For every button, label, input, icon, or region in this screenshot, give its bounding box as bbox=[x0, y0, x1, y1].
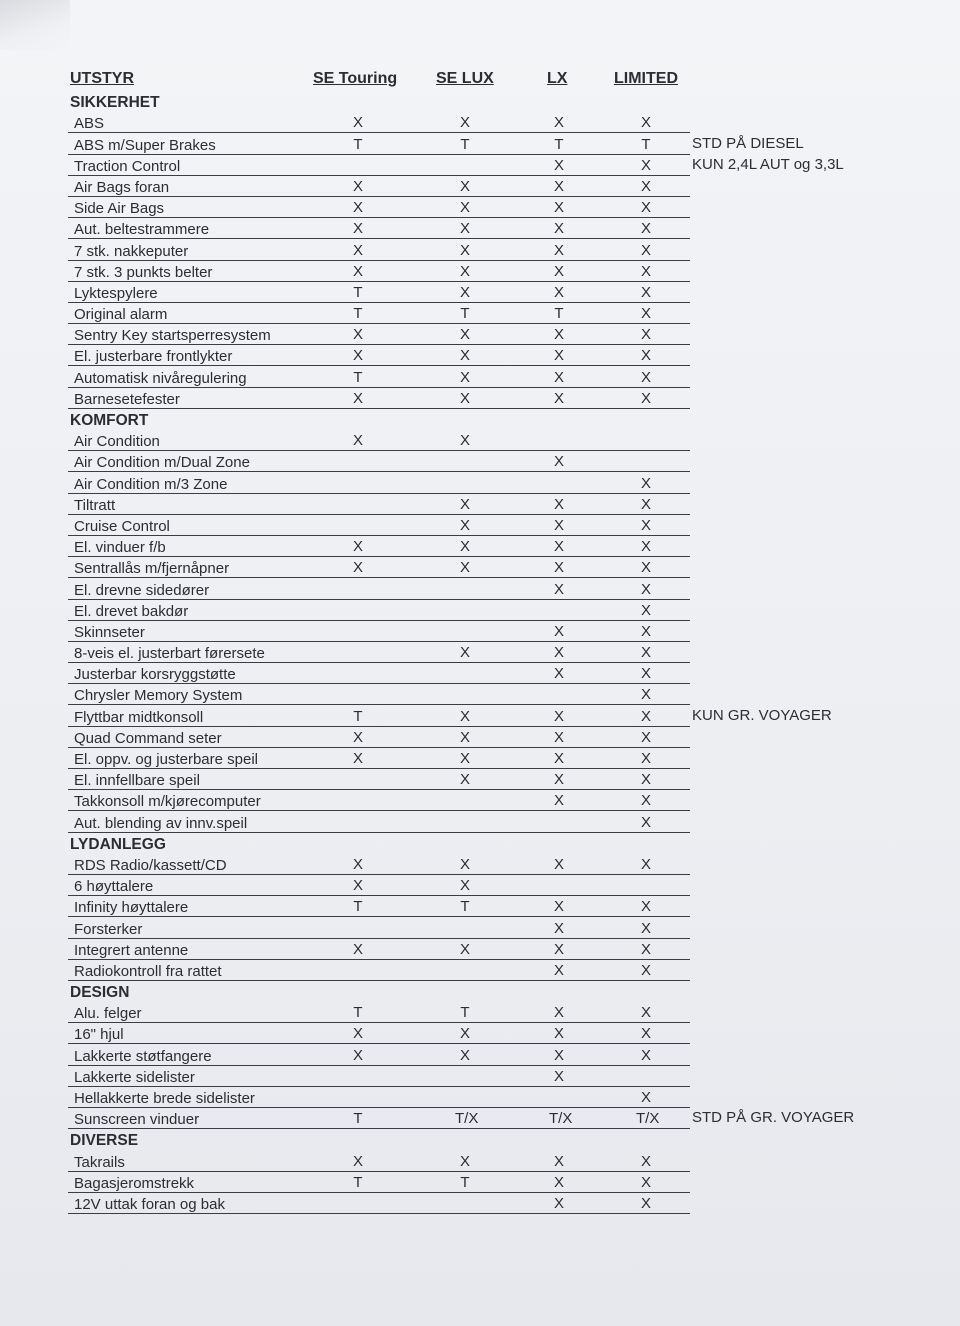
cell-col-2: X bbox=[459, 262, 470, 280]
cell-col-2: T bbox=[460, 305, 470, 323]
cell-col-2: X bbox=[459, 877, 470, 895]
cell-col-4: X bbox=[640, 368, 651, 386]
cell-col-3: X bbox=[553, 516, 564, 534]
cell-col-4: X bbox=[640, 516, 651, 534]
cell-col-2: T bbox=[460, 1173, 470, 1191]
cell-col-2: X bbox=[459, 114, 470, 132]
row-label: Bagasjeromstrekk bbox=[74, 1174, 195, 1192]
cell-col-1: X bbox=[352, 114, 363, 132]
table-row bbox=[0, 197, 960, 218]
cell-col-3: X bbox=[553, 368, 564, 386]
cell-col-1: X bbox=[352, 177, 363, 195]
row-label: El. drevne sidedører bbox=[74, 581, 210, 599]
cell-col-3: X bbox=[553, 495, 564, 513]
row-label: 16" hjul bbox=[74, 1026, 124, 1044]
table-row bbox=[0, 1066, 960, 1087]
cell-col-2: X bbox=[459, 241, 470, 259]
row-label: Air Condition m/Dual Zone bbox=[74, 454, 250, 472]
row-label: El. oppv. og justerbare speil bbox=[74, 751, 258, 768]
cell-col-1: X bbox=[352, 1046, 363, 1064]
cell-col-2: X bbox=[459, 728, 470, 746]
header-col-lx: LX bbox=[547, 70, 568, 87]
cell-col-3: X bbox=[553, 199, 564, 217]
cell-col-2: T bbox=[460, 898, 470, 916]
cell-col-4: X bbox=[640, 1025, 651, 1043]
table-row bbox=[0, 303, 960, 324]
cell-col-4: X bbox=[640, 495, 651, 513]
cell-col-2: X bbox=[459, 1046, 470, 1064]
row-label: Hellakkerte brede sidelister bbox=[74, 1090, 255, 1107]
cell-col-3: X bbox=[553, 1067, 564, 1085]
cell-col-3: X bbox=[553, 283, 564, 301]
row-label: Flyttbar midtkonsoll bbox=[74, 708, 204, 726]
cell-col-4: T bbox=[641, 135, 651, 153]
table-row bbox=[0, 515, 960, 536]
cell-col-2: X bbox=[459, 432, 470, 450]
cell-col-4: X bbox=[640, 919, 651, 937]
table-row bbox=[0, 388, 960, 409]
row-underline bbox=[68, 1213, 690, 1214]
cell-col-3: X bbox=[553, 919, 564, 937]
cell-col-1: X bbox=[352, 326, 363, 344]
cell-col-4: X bbox=[640, 792, 651, 810]
cell-col-4: X bbox=[640, 707, 651, 725]
cell-col-2: X bbox=[459, 559, 470, 577]
cell-col-3: X bbox=[553, 961, 564, 979]
cell-col-4: X bbox=[640, 1152, 651, 1170]
cell-col-3: X bbox=[553, 177, 564, 195]
cell-col-4: X bbox=[640, 389, 651, 407]
table-row bbox=[0, 282, 960, 303]
row-label: El. justerbare frontlykter bbox=[74, 348, 233, 366]
cell-col-3: X bbox=[553, 898, 564, 916]
section-heading-row bbox=[0, 409, 960, 430]
table-row bbox=[0, 939, 960, 960]
cell-col-3: X bbox=[553, 792, 564, 810]
cell-col-3: X bbox=[553, 665, 564, 683]
cell-col-3: X bbox=[553, 389, 564, 407]
cell-col-1: T bbox=[353, 135, 363, 153]
row-label: Takkonsoll m/kjørecomputer bbox=[74, 793, 261, 811]
row-note: KUN 2,4L AUT og 3,3L bbox=[692, 155, 844, 173]
cell-col-2: T bbox=[460, 1004, 470, 1022]
row-label: Forsterker bbox=[74, 920, 143, 938]
section-heading-row bbox=[0, 981, 960, 1002]
cell-col-4: X bbox=[640, 326, 651, 344]
section-title: DIVERSE bbox=[70, 1132, 139, 1150]
table-row bbox=[0, 1044, 960, 1065]
cell-col-3: X bbox=[553, 114, 564, 132]
cell-col-4: X bbox=[640, 580, 651, 598]
cell-col-2: X bbox=[459, 177, 470, 195]
cell-col-1: T bbox=[353, 1004, 363, 1022]
cell-col-2: X bbox=[459, 368, 470, 386]
cell-col-4: X bbox=[640, 898, 651, 916]
section-title: DESIGN bbox=[70, 984, 130, 1002]
cell-col-2: X bbox=[459, 283, 470, 301]
table-row bbox=[0, 1193, 960, 1214]
row-note: STD PÅ GR. VOYAGER bbox=[692, 1109, 855, 1127]
table-row bbox=[0, 345, 960, 366]
cell-col-1: X bbox=[352, 559, 363, 577]
row-label: Sentry Key startsperresystem bbox=[74, 327, 271, 345]
cell-col-2: X bbox=[459, 495, 470, 513]
table-row bbox=[0, 176, 960, 197]
row-label: Side Air Bags bbox=[74, 200, 165, 218]
cell-col-3: X bbox=[553, 1173, 564, 1191]
cell-col-3: X bbox=[553, 1152, 564, 1170]
cell-col-1: X bbox=[352, 241, 363, 259]
cell-col-4: X bbox=[640, 156, 651, 174]
row-label: Radiokontroll fra rattet bbox=[74, 962, 222, 980]
paper-fold-corner bbox=[0, 0, 70, 50]
table-row bbox=[0, 430, 960, 451]
row-label: Aut. blending av innv.speil bbox=[74, 814, 248, 832]
table-row bbox=[0, 1023, 960, 1044]
cell-col-3: X bbox=[553, 580, 564, 598]
row-label: Skinnseter bbox=[74, 623, 145, 641]
table-row bbox=[0, 790, 960, 811]
cell-col-4: X bbox=[640, 644, 651, 662]
table-row bbox=[0, 875, 960, 896]
table-row bbox=[0, 472, 960, 493]
row-label: Automatisk nivåregulering bbox=[74, 369, 247, 387]
table-row bbox=[0, 451, 960, 472]
header-col-se-touring: SE Touring bbox=[313, 70, 398, 87]
row-label: Original alarm bbox=[74, 306, 168, 324]
cell-col-4: X bbox=[640, 262, 651, 280]
cell-col-3: X bbox=[553, 750, 564, 767]
row-label: Traction Control bbox=[74, 157, 181, 175]
cell-col-3: X bbox=[553, 1194, 564, 1212]
row-note: STD PÅ DIESEL bbox=[692, 134, 804, 152]
cell-col-1: X bbox=[352, 432, 363, 450]
cell-col-4: X bbox=[640, 241, 651, 259]
cell-col-1: T bbox=[353, 368, 363, 386]
cell-col-2: X bbox=[459, 326, 470, 344]
cell-col-4: X bbox=[640, 940, 651, 958]
cell-col-3: X bbox=[553, 453, 564, 471]
table-row bbox=[0, 684, 960, 705]
row-label: Quad Command seter bbox=[74, 729, 222, 747]
row-label: Lakkerte sidelister bbox=[74, 1068, 195, 1086]
row-label: ABS m/Super Brakes bbox=[74, 136, 216, 154]
header-col-se-lux: SE LUX bbox=[436, 70, 494, 87]
row-label: Infinity høyttalere bbox=[74, 899, 189, 917]
cell-col-1: X bbox=[352, 1152, 363, 1170]
cell-col-3: X bbox=[553, 326, 564, 344]
cell-col-1: X bbox=[352, 538, 363, 556]
cell-col-2: X bbox=[459, 771, 470, 789]
table-row bbox=[0, 324, 960, 345]
cell-col-1: T bbox=[353, 707, 363, 725]
table-row bbox=[0, 769, 960, 790]
table-row bbox=[0, 1087, 960, 1108]
table-row bbox=[0, 896, 960, 917]
row-label: RDS Radio/kassett/CD bbox=[74, 856, 227, 874]
row-label: Sentrallås m/fjernåpner bbox=[74, 560, 230, 578]
table-row bbox=[0, 112, 960, 133]
cell-col-2: X bbox=[459, 199, 470, 217]
cell-col-3: X bbox=[553, 1004, 564, 1022]
cell-col-3: X bbox=[553, 538, 564, 556]
cell-col-3: X bbox=[553, 559, 564, 577]
row-note: KUN GR. VOYAGER bbox=[692, 706, 832, 724]
cell-col-4: X bbox=[640, 283, 651, 301]
row-label: Chrysler Memory System bbox=[74, 687, 243, 705]
cell-col-2: X bbox=[459, 1152, 470, 1170]
row-label: Integrert antenne bbox=[74, 941, 189, 959]
row-label: ABS bbox=[74, 115, 105, 133]
cell-col-4: X bbox=[640, 771, 651, 789]
cell-col-1: X bbox=[352, 728, 363, 746]
cell-col-2: X bbox=[459, 1025, 470, 1043]
cell-col-2: X bbox=[459, 516, 470, 534]
table-header bbox=[0, 70, 960, 92]
row-label: Barnesetefester bbox=[74, 390, 180, 408]
cell-col-4: X bbox=[640, 686, 651, 704]
table-row bbox=[0, 557, 960, 578]
section-heading-row bbox=[0, 1129, 960, 1150]
cell-col-3: X bbox=[553, 855, 564, 873]
cell-col-4: X bbox=[640, 750, 651, 767]
table-row bbox=[0, 727, 960, 748]
cell-col-3: X bbox=[553, 728, 564, 746]
cell-col-4: X bbox=[640, 1046, 651, 1064]
row-label: 6 høyttalere bbox=[74, 878, 154, 896]
cell-col-1: X bbox=[352, 750, 363, 767]
cell-col-4: X bbox=[640, 114, 651, 132]
cell-col-1: X bbox=[352, 940, 363, 958]
table-row bbox=[0, 621, 960, 642]
cell-col-4: X bbox=[640, 961, 651, 979]
row-label: Aut. beltestrammere bbox=[74, 221, 210, 239]
cell-col-4: X bbox=[640, 855, 651, 873]
table-row bbox=[0, 811, 960, 832]
table-row bbox=[0, 218, 960, 239]
cell-col-4: X bbox=[640, 199, 651, 217]
cell-col-4: X bbox=[640, 665, 651, 683]
table-row bbox=[0, 1002, 960, 1023]
cell-col-2: X bbox=[459, 750, 470, 767]
cell-col-3: X bbox=[553, 262, 564, 280]
cell-col-3: T bbox=[554, 305, 564, 323]
table-row bbox=[0, 494, 960, 515]
row-label: 7 stk. 3 punkts belter bbox=[74, 263, 213, 281]
table-row bbox=[0, 663, 960, 684]
cell-col-3: X bbox=[553, 707, 564, 725]
row-label: Air Bags foran bbox=[74, 178, 170, 196]
cell-col-4: X bbox=[640, 813, 651, 831]
cell-col-1: X bbox=[352, 877, 363, 895]
row-label: El. innfellbare speil bbox=[74, 772, 200, 790]
cell-col-1: X bbox=[352, 389, 363, 407]
cell-col-1: X bbox=[352, 347, 363, 365]
cell-col-3: X bbox=[553, 644, 564, 662]
cell-col-3: X bbox=[553, 771, 564, 789]
section-title: SIKKERHET bbox=[70, 94, 160, 112]
table-row bbox=[0, 155, 960, 176]
cell-col-3: T bbox=[554, 135, 564, 153]
cell-col-1: T bbox=[353, 305, 363, 323]
header-utstyr: UTSTYR bbox=[70, 70, 134, 87]
row-label: 12V uttak foran og bak bbox=[74, 1195, 225, 1213]
cell-col-4: X bbox=[640, 1173, 651, 1191]
table-row bbox=[0, 578, 960, 599]
cell-col-1: X bbox=[352, 1025, 363, 1043]
table-row bbox=[0, 854, 960, 875]
section-heading-row bbox=[0, 91, 960, 112]
cell-col-1: T bbox=[353, 1173, 363, 1191]
cell-col-4: X bbox=[640, 177, 651, 195]
cell-col-1: T bbox=[353, 1110, 363, 1128]
row-label: Sunscreen vinduer bbox=[74, 1111, 200, 1129]
cell-col-1: X bbox=[352, 199, 363, 217]
cell-col-2: X bbox=[459, 389, 470, 407]
cell-col-3: X bbox=[553, 940, 564, 958]
cell-col-3: X bbox=[553, 1046, 564, 1064]
cell-col-1: T bbox=[353, 898, 363, 916]
cell-col-4: X bbox=[640, 601, 651, 619]
cell-col-3: X bbox=[553, 1025, 564, 1043]
section-title: LYDANLEGG bbox=[70, 835, 166, 853]
header-col-limited: LIMITED bbox=[614, 70, 678, 87]
cell-col-4: X bbox=[640, 1194, 651, 1212]
cell-col-3: X bbox=[553, 241, 564, 259]
cell-col-2: X bbox=[459, 707, 470, 725]
table-row bbox=[0, 917, 960, 938]
table-row bbox=[0, 536, 960, 557]
table-row bbox=[0, 1150, 960, 1171]
cell-col-1: X bbox=[352, 262, 363, 280]
cell-col-3: T/X bbox=[549, 1110, 573, 1128]
table-row bbox=[0, 133, 960, 154]
row-label: El. vinduer f/b bbox=[74, 539, 166, 557]
cell-col-2: T/X bbox=[455, 1110, 479, 1128]
cell-col-4: X bbox=[640, 538, 651, 556]
cell-col-1: X bbox=[352, 220, 363, 238]
cell-col-1: T bbox=[353, 283, 363, 301]
table-row bbox=[0, 1108, 960, 1129]
cell-col-4: X bbox=[640, 622, 651, 640]
table-row bbox=[0, 705, 960, 726]
table-row bbox=[0, 239, 960, 260]
row-label: Justerbar korsryggstøtte bbox=[74, 666, 236, 684]
row-label: Takrails bbox=[74, 1153, 125, 1171]
row-label: Tiltratt bbox=[74, 496, 116, 514]
table-row bbox=[0, 642, 960, 663]
row-label: Air Condition m/3 Zone bbox=[74, 475, 228, 493]
cell-col-4: T/X bbox=[636, 1110, 660, 1128]
cell-col-3: X bbox=[553, 622, 564, 640]
cell-col-2: X bbox=[459, 644, 470, 662]
cell-col-4: X bbox=[640, 474, 651, 492]
table-row bbox=[0, 600, 960, 621]
cell-col-2: X bbox=[459, 855, 470, 873]
row-label: Alu. felger bbox=[74, 1005, 142, 1023]
cell-col-4: X bbox=[640, 1089, 651, 1106]
cell-col-1: X bbox=[352, 855, 363, 873]
cell-col-2: X bbox=[459, 940, 470, 958]
row-label: Air Condition bbox=[74, 433, 160, 451]
cell-col-3: X bbox=[553, 220, 564, 238]
cell-col-4: X bbox=[640, 728, 651, 746]
table-row bbox=[0, 748, 960, 769]
table-row bbox=[0, 1172, 960, 1193]
cell-col-4: X bbox=[640, 305, 651, 323]
cell-col-3: X bbox=[553, 347, 564, 365]
row-label: 7 stk. nakkeputer bbox=[74, 242, 189, 260]
cell-col-2: X bbox=[459, 347, 470, 365]
cell-col-3: X bbox=[553, 156, 564, 174]
cell-col-4: X bbox=[640, 347, 651, 365]
table-row bbox=[0, 960, 960, 981]
cell-col-2: X bbox=[459, 538, 470, 556]
section-heading-row bbox=[0, 833, 960, 854]
table-row bbox=[0, 261, 960, 282]
cell-col-4: X bbox=[640, 1004, 651, 1022]
cell-col-2: X bbox=[459, 220, 470, 238]
row-label: Lyktespylere bbox=[74, 284, 158, 302]
cell-col-2: T bbox=[460, 135, 470, 153]
row-label: Cruise Control bbox=[74, 517, 170, 535]
section-title: KOMFORT bbox=[70, 412, 149, 429]
row-label: Lakkerte støtfangere bbox=[74, 1047, 212, 1065]
equipment-table bbox=[0, 91, 960, 1214]
row-label: 8-veis el. justerbart førersete bbox=[74, 645, 265, 663]
cell-col-4: X bbox=[640, 220, 651, 238]
row-label: El. drevet bakdør bbox=[74, 602, 189, 620]
cell-col-4: X bbox=[640, 559, 651, 577]
table-row bbox=[0, 366, 960, 387]
